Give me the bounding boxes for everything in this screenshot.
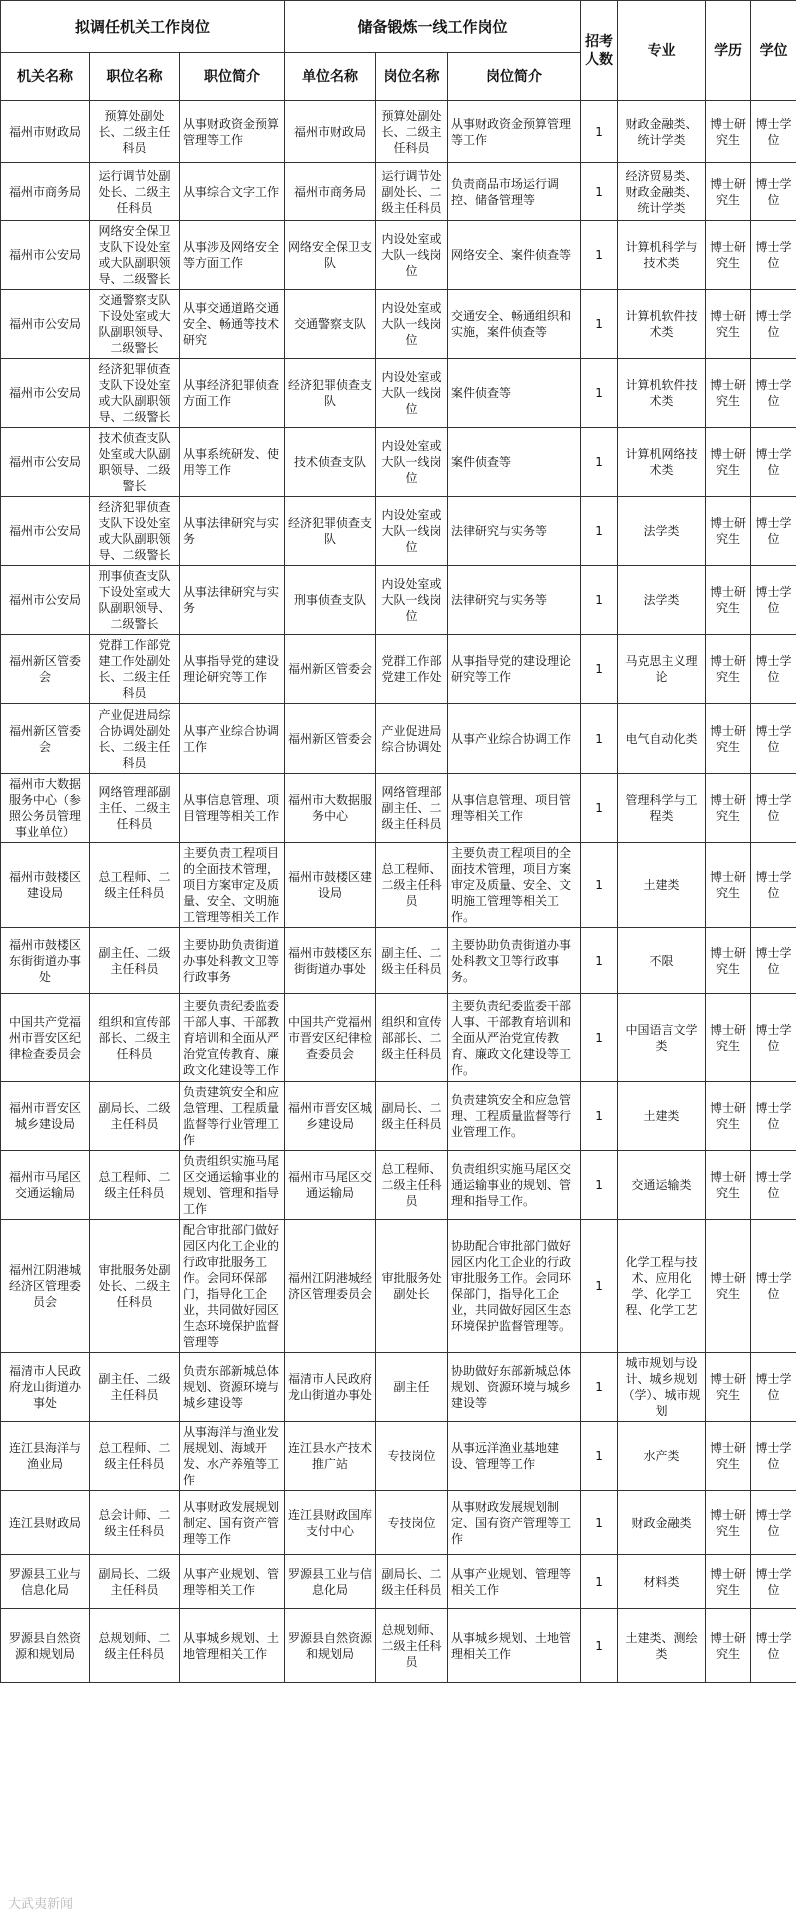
cell-post-name: 总工程师、二级主任科员 [376,843,448,928]
cell-education: 博士研究生 [706,290,751,359]
table-row [1,1422,796,1491]
cell-major: 计算机网络技术类 [618,428,706,497]
cell-major: 土建类、测绘类 [618,1609,706,1683]
cell-position-desc: 负责东部新城总体规划、资源环境与城乡建设等 [180,1353,285,1422]
cell-post-desc: 从事财政资金预算管理等工作 [448,101,581,163]
cell-unit-name: 经济犯罪侦查支队 [285,359,376,428]
cell-post-name: 内设处室或大队一线岗位 [376,221,448,290]
cell-major: 法学类 [618,497,706,566]
cell-education: 博士研究生 [706,1353,751,1422]
cell-org-name: 福州市公安局 [1,221,90,290]
cell-recruit-count: 1 [581,704,618,774]
cell-education: 博士研究生 [706,1220,751,1353]
cell-org-name: 福州市鼓楼区建设局 [1,843,90,928]
cell-position-desc: 从事法律研究与实务 [180,497,285,566]
table-row [1,101,796,163]
cell-position-name: 经济犯罪侦查支队下设处室或大队副职领导、二级警长 [90,359,180,428]
cell-degree: 博士学位 [751,994,796,1082]
cell-position-desc: 从事交通道路交通安全、畅通等技术研究 [180,290,285,359]
cell-position-desc: 从事涉及网络安全等方面工作 [180,221,285,290]
cell-major: 计算机科学与技术类 [618,221,706,290]
watermark-text: 大武夷新闻 [8,1897,74,1912]
header-recruit-count: 招考人数 [581,1,618,101]
cell-post-name: 预算处副处长、二级主任科员 [376,101,448,163]
cell-degree: 博士学位 [751,1220,796,1353]
cell-education: 博士研究生 [706,635,751,704]
cell-degree: 博士学位 [751,704,796,774]
table-body [1,101,796,1683]
header-post-name: 岗位名称 [376,53,448,101]
cell-degree: 博士学位 [751,1491,796,1555]
cell-org-name: 福州市晋安区城乡建设局 [1,1082,90,1151]
cell-major: 水产类 [618,1422,706,1491]
cell-unit-name: 福州新区管委会 [285,704,376,774]
cell-org-name: 福州新区管委会 [1,635,90,704]
cell-unit-name: 福州市鼓楼区建设局 [285,843,376,928]
cell-org-name: 福州市公安局 [1,497,90,566]
cell-post-name: 党群工作部党建工作处 [376,635,448,704]
cell-major: 不限 [618,928,706,994]
cell-position-name: 党群工作部党建工作处副处长、二级主任科员 [90,635,180,704]
cell-education: 博士研究生 [706,101,751,163]
cell-position-name: 副主任、二级主任科员 [90,1353,180,1422]
cell-recruit-count: 1 [581,635,618,704]
cell-position-name: 总工程师、二级主任科员 [90,1422,180,1491]
cell-major: 中国语言文学类 [618,994,706,1082]
cell-unit-name: 技术侦查支队 [285,428,376,497]
cell-post-name: 组织和宣传部部长、二级主任科员 [376,994,448,1082]
cell-position-desc: 配合审批部门做好园区内化工企业的行政审批服务工作。会同环保部门，指导化工企业，共同做好园区生态环境保护监督管理等 [180,1220,285,1353]
cell-recruit-count: 1 [581,843,618,928]
cell-position-name: 产业促进局综合协调处副处长、二级主任科员 [90,704,180,774]
cell-position-desc: 从事财政资金预算管理等工作 [180,101,285,163]
cell-post-name: 总工程师、二级主任科员 [376,1151,448,1220]
cell-position-desc: 从事城乡规划、土地管理相关工作 [180,1609,285,1683]
cell-degree: 博士学位 [751,1555,796,1609]
cell-position-desc: 从事指导党的建设理论研究等工作 [180,635,285,704]
cell-degree: 博士学位 [751,843,796,928]
table-row [1,1082,796,1151]
cell-post-desc: 从事产业规划、管理等相关工作 [448,1555,581,1609]
table-row [1,1353,796,1422]
cell-degree: 博士学位 [751,163,796,221]
cell-position-name: 经济犯罪侦查支队下设处室或大队副职领导、二级警长 [90,497,180,566]
cell-degree: 博士学位 [751,566,796,635]
cell-post-desc: 主要负责工程项目的全面技术管理，项目方案审定及质量、安全、文明施工管理等相关工作。 [448,843,581,928]
cell-unit-name: 福州江阴港城经济区管理委员会 [285,1220,376,1353]
cell-recruit-count: 1 [581,101,618,163]
cell-education: 博士研究生 [706,1151,751,1220]
cell-org-name: 福州江阴港城经济区管理委员会 [1,1220,90,1353]
cell-recruit-count: 1 [581,1353,618,1422]
table-row [1,1491,796,1555]
cell-post-desc: 案件侦查等 [448,428,581,497]
cell-post-name: 内设处室或大队一线岗位 [376,497,448,566]
cell-post-name: 副局长、二级主任科员 [376,1082,448,1151]
cell-position-desc: 从事法律研究与实务 [180,566,285,635]
cell-major: 城市规划与设计、城乡规划（学）、城市规划 [618,1353,706,1422]
header-position-name: 职位名称 [90,53,180,101]
cell-unit-name: 经济犯罪侦查支队 [285,497,376,566]
cell-recruit-count: 1 [581,774,618,843]
table-row [1,221,796,290]
cell-degree: 博士学位 [751,1082,796,1151]
cell-post-desc: 案件侦查等 [448,359,581,428]
cell-org-name: 福州市马尾区交通运输局 [1,1151,90,1220]
table-row [1,928,796,994]
table-row [1,704,796,774]
cell-post-desc: 负责商品市场运行调控、储备管理等 [448,163,581,221]
cell-recruit-count: 1 [581,1491,618,1555]
cell-unit-name: 刑事侦查支队 [285,566,376,635]
cell-unit-name: 连江县水产技术推广站 [285,1422,376,1491]
table-row [1,359,796,428]
cell-major: 计算机软件技术类 [618,290,706,359]
cell-post-name: 内设处室或大队一线岗位 [376,359,448,428]
cell-org-name: 罗源县工业与信息化局 [1,1555,90,1609]
cell-unit-name: 网络安全保卫支队 [285,221,376,290]
cell-recruit-count: 1 [581,221,618,290]
cell-major: 交通运输类 [618,1151,706,1220]
cell-position-name: 网络管理部副主任、二级主任科员 [90,774,180,843]
cell-position-name: 组织和宣传部部长、二级主任科员 [90,994,180,1082]
cell-recruit-count: 1 [581,428,618,497]
cell-post-name: 总规划师、二级主任科员 [376,1609,448,1683]
cell-post-desc: 主要协助负责街道办事处科教文卫等行政事务。 [448,928,581,994]
cell-post-name: 审批服务处副处长 [376,1220,448,1353]
cell-post-desc: 从事指导党的建设理论研究等工作 [448,635,581,704]
cell-degree: 博士学位 [751,290,796,359]
cell-position-name: 网络安全保卫支队下设处室或大队副职领导、二级警长 [90,221,180,290]
cell-position-name: 总会计师、二级主任科员 [90,1491,180,1555]
cell-org-name: 中国共产党福州市晋安区纪律检查委员会 [1,994,90,1082]
cell-degree: 博士学位 [751,1151,796,1220]
cell-education: 博士研究生 [706,221,751,290]
cell-degree: 博士学位 [751,497,796,566]
table-row [1,1555,796,1609]
header-education: 学历 [706,1,751,101]
cell-position-name: 交通警察支队下设处室或大队副职领导、二级警长 [90,290,180,359]
cell-position-desc: 从事产业综合协调工作 [180,704,285,774]
table-row [1,497,796,566]
table-row [1,635,796,704]
table-row [1,1151,796,1220]
cell-major: 材料类 [618,1555,706,1609]
cell-post-desc: 交通安全、畅通组织和实施，案件侦查等 [448,290,581,359]
cell-recruit-count: 1 [581,994,618,1082]
cell-education: 博士研究生 [706,1082,751,1151]
cell-unit-name: 福州市财政局 [285,101,376,163]
cell-education: 博士研究生 [706,1422,751,1491]
cell-position-name: 总规划师、二级主任科员 [90,1609,180,1683]
cell-unit-name: 福州市鼓楼区东街街道办事处 [285,928,376,994]
cell-position-name: 副局长、二级主任科员 [90,1082,180,1151]
cell-degree: 博士学位 [751,635,796,704]
cell-org-name: 连江县财政局 [1,1491,90,1555]
cell-position-name: 预算处副处长、二级主任科员 [90,101,180,163]
header-post-desc: 岗位简介 [448,53,581,101]
cell-major: 计算机软件技术类 [618,359,706,428]
cell-post-desc: 从事远洋渔业基地建设、管理等工作 [448,1422,581,1491]
cell-post-name: 网络管理部副主任、二级主任科员 [376,774,448,843]
table-row [1,994,796,1082]
cell-position-desc: 从事海洋与渔业发展规划、海域开发、水产养殖等工作 [180,1422,285,1491]
cell-post-name: 内设处室或大队一线岗位 [376,290,448,359]
cell-position-desc: 主要负责纪委监委干部人事、干部教育培训和全面从严治党宣传教育、廉政文化建设等工作 [180,994,285,1082]
cell-org-name: 福州市公安局 [1,290,90,359]
cell-degree: 博士学位 [751,774,796,843]
cell-recruit-count: 1 [581,359,618,428]
cell-degree: 博士学位 [751,221,796,290]
cell-major: 管理科学与工程类 [618,774,706,843]
cell-major: 财政金融类 [618,1491,706,1555]
cell-unit-name: 福清市人民政府龙山街道办事处 [285,1353,376,1422]
cell-degree: 博士学位 [751,1609,796,1683]
cell-recruit-count: 1 [581,1220,618,1353]
cell-degree: 博士学位 [751,1422,796,1491]
cell-recruit-count: 1 [581,163,618,221]
cell-education: 博士研究生 [706,994,751,1082]
cell-post-desc: 网络安全、案件侦查等 [448,221,581,290]
cell-post-desc: 从事城乡规划、土地管理相关工作 [448,1609,581,1683]
cell-position-name: 刑事侦查支队下设处室或大队副职领导、二级警长 [90,566,180,635]
cell-post-name: 专技岗位 [376,1491,448,1555]
cell-post-name: 内设处室或大队一线岗位 [376,428,448,497]
cell-post-desc: 负责组织实施马尾区交通运输事业的规划、管理和指导工作。 [448,1151,581,1220]
cell-post-desc: 从事财政发展规划制定、国有资产管理等工作 [448,1491,581,1555]
cell-org-name: 福州市鼓楼区东街街道办事处 [1,928,90,994]
cell-unit-name: 罗源县工业与信息化局 [285,1555,376,1609]
cell-position-name: 副局长、二级主任科员 [90,1555,180,1609]
cell-org-name: 福州市公安局 [1,566,90,635]
cell-position-desc: 从事信息管理、项目管理等相关工作 [180,774,285,843]
header-group-left: 拟调任机关工作岗位 [1,1,285,53]
cell-post-desc: 从事产业综合协调工作 [448,704,581,774]
cell-major: 经济贸易类、财政金融类、统计学类 [618,163,706,221]
cell-unit-name: 福州市商务局 [285,163,376,221]
cell-position-desc: 从事产业规划、管理等相关工作 [180,1555,285,1609]
cell-post-desc: 从事信息管理、项目管理等相关工作 [448,774,581,843]
cell-recruit-count: 1 [581,928,618,994]
cell-education: 博士研究生 [706,428,751,497]
cell-post-name: 专技岗位 [376,1422,448,1491]
cell-org-name: 福州市财政局 [1,101,90,163]
cell-post-desc: 负责建筑安全和应急管理、工程质量监督等行业管理工作。 [448,1082,581,1151]
cell-education: 博士研究生 [706,497,751,566]
cell-post-name: 副主任、二级主任科员 [376,928,448,994]
header-unit-name: 单位名称 [285,53,376,101]
cell-degree: 博士学位 [751,928,796,994]
table-row [1,774,796,843]
table-row [1,1220,796,1353]
cell-position-name: 总工程师、二级主任科员 [90,1151,180,1220]
cell-post-name: 产业促进局综合协调处 [376,704,448,774]
cell-position-name: 审批服务处副处长、二级主任科员 [90,1220,180,1353]
cell-position-name: 副主任、二级主任科员 [90,928,180,994]
cell-org-name: 连江县海洋与渔业局 [1,1422,90,1491]
cell-position-name: 运行调节处副处长、二级主任科员 [90,163,180,221]
cell-recruit-count: 1 [581,497,618,566]
cell-post-desc: 协助配合审批部门做好园区内化工企业的行政审批服务工作。会同环保部门，指导化工企业，共同做好园区生态环境保护监督管理等。 [448,1220,581,1353]
cell-post-desc: 法律研究与实务等 [448,566,581,635]
cell-recruit-count: 1 [581,290,618,359]
cell-org-name: 福清市人民政府龙山街道办事处 [1,1353,90,1422]
cell-post-desc: 主要负责纪委监委干部人事、干部教育培训和全面从严治党宣传教育、廉政文化建设等工作。 [448,994,581,1082]
cell-org-name: 福州市商务局 [1,163,90,221]
cell-position-desc: 负责组织实施马尾区交通运输事业的规划、管理和指导工作 [180,1151,285,1220]
cell-position-name: 技术侦查支队处室或大队副职领导、二级警长 [90,428,180,497]
header-row-groups [1,1,796,53]
cell-position-name: 总工程师、二级主任科员 [90,843,180,928]
cell-major: 土建类 [618,843,706,928]
cell-education: 博士研究生 [706,774,751,843]
cell-unit-name: 中国共产党福州市晋安区纪律检查委员会 [285,994,376,1082]
cell-post-desc: 协助做好东部新城总体规划、资源环境与城乡建设等 [448,1353,581,1422]
cell-position-desc: 从事综合文字工作 [180,163,285,221]
cell-major: 法学类 [618,566,706,635]
cell-unit-name: 福州新区管委会 [285,635,376,704]
cell-education: 博士研究生 [706,1609,751,1683]
cell-position-desc: 主要协助负责街道办事处科教文卫等行政事务 [180,928,285,994]
table-row [1,163,796,221]
cell-unit-name: 福州市晋安区城乡建设局 [285,1082,376,1151]
header-group-right: 储备锻炼一线工作岗位 [285,1,581,53]
cell-org-name: 福州市大数据服务中心（参照公务员管理事业单位） [1,774,90,843]
cell-education: 博士研究生 [706,1491,751,1555]
cell-org-name: 罗源县自然资源和规划局 [1,1609,90,1683]
cell-post-name: 副主任 [376,1353,448,1422]
cell-recruit-count: 1 [581,1555,618,1609]
cell-degree: 博士学位 [751,101,796,163]
cell-education: 博士研究生 [706,163,751,221]
cell-education: 博士研究生 [706,359,751,428]
cell-major: 马克思主义理论 [618,635,706,704]
table-row [1,843,796,928]
cell-post-desc: 法律研究与实务等 [448,497,581,566]
cell-org-name: 福州市公安局 [1,359,90,428]
cell-post-name: 运行调节处副处长、二级主任科员 [376,163,448,221]
cell-unit-name: 交通警察支队 [285,290,376,359]
cell-education: 博士研究生 [706,704,751,774]
cell-recruit-count: 1 [581,1609,618,1683]
cell-recruit-count: 1 [581,1151,618,1220]
cell-unit-name: 福州市马尾区交通运输局 [285,1151,376,1220]
header-major: 专业 [618,1,706,101]
cell-major: 土建类 [618,1082,706,1151]
cell-position-desc: 从事财政发展规划制定、国有资产管理等工作 [180,1491,285,1555]
cell-recruit-count: 1 [581,1422,618,1491]
cell-org-name: 福州市公安局 [1,428,90,497]
cell-post-name: 内设处室或大队一线岗位 [376,566,448,635]
header-degree: 学位 [751,1,796,101]
cell-unit-name: 连江县财政国库支付中心 [285,1491,376,1555]
cell-position-desc: 从事经济犯罪侦查方面工作 [180,359,285,428]
header-org-name: 机关名称 [1,53,90,101]
header-position-desc: 职位简介 [180,53,285,101]
cell-post-name: 副局长、二级主任科员 [376,1555,448,1609]
cell-major: 财政金融类、统计学类 [618,101,706,163]
cell-major: 电气自动化类 [618,704,706,774]
cell-unit-name: 福州市大数据服务中心 [285,774,376,843]
table-row [1,566,796,635]
cell-education: 博士研究生 [706,1555,751,1609]
cell-education: 博士研究生 [706,566,751,635]
cell-degree: 博士学位 [751,359,796,428]
cell-education: 博士研究生 [706,928,751,994]
table-row [1,1609,796,1683]
cell-recruit-count: 1 [581,1082,618,1151]
table-row [1,428,796,497]
cell-education: 博士研究生 [706,843,751,928]
table-row [1,290,796,359]
cell-degree: 博士学位 [751,1353,796,1422]
cell-position-desc: 主要负责工程项目的全面技术管理，项目方案审定及质量、安全、文明施工管理等相关工作 [180,843,285,928]
cell-position-desc: 负责建筑安全和应急管理、工程质量监督等行业管理工作 [180,1082,285,1151]
cell-unit-name: 罗源县自然资源和规划局 [285,1609,376,1683]
cell-recruit-count: 1 [581,566,618,635]
cell-org-name: 福州新区管委会 [1,704,90,774]
cell-position-desc: 从事系统研发、使用等工作 [180,428,285,497]
cell-major: 化学工程与技术、应用化学、化学工程、化学工艺 [618,1220,706,1353]
cell-degree: 博士学位 [751,428,796,497]
